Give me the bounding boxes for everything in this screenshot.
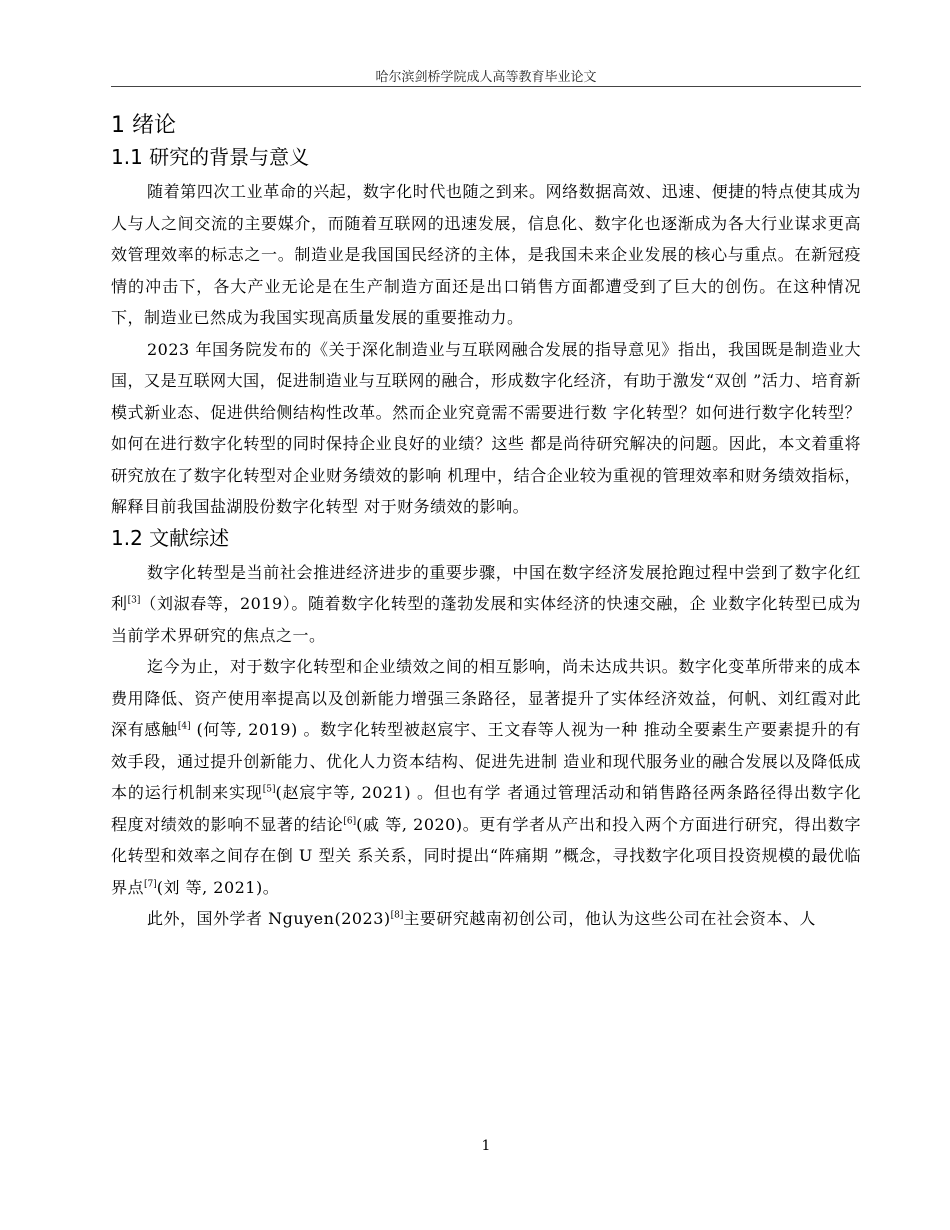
page-content xyxy=(111,110,861,935)
paragraph: 随着第四次工业革命的兴起，数字化时代也随之到来。网络数据高效、迅速、便捷的特点使其成为人与人之间交流的主要媒介，而随着互联网的迅速发展，信息化、数字化也逐渐成为各大行业谋求更高效管理效率的标志之一。制造业是我国国民经济的主体，是我国未来企业发展的核心与重点。在新冠疫情的冲击下，各大产业无论是在生产制造方面还是出口销售方面都遭受到了巨大的创伤。在这种情况下，制造业已然成为我国实现高质量发展的重要推动力。 xyxy=(111,182,861,327)
citation-ref: [6] xyxy=(343,816,357,827)
paragraph: 此外，国外学者 Nguyen(2023)[8]主要研究越南初创公司，他认为这些公司在社会资本、人 xyxy=(147,909,816,928)
citation-ref: [4] xyxy=(177,721,191,732)
chapter-heading: 1 绪论 xyxy=(111,113,176,138)
citation-ref: [5] xyxy=(262,784,276,795)
citation-ref: [7] xyxy=(144,879,157,890)
citation-ref: [8] xyxy=(390,910,404,921)
running-header: 哈尔滨剑桥学院成人高等教育毕业论文 xyxy=(375,70,597,85)
page-number: 1 xyxy=(481,1138,491,1154)
paragraph: 数字化转型是当前社会推进经济进步的重要步骤，中国在数字经济发展抢跑过程中尝到了数字化红利[3]（刘淑春等，2019）。随着数字化转型的蓬勃发展和实体经济的快速交融，企 业数字化转型已成为当前学术界研究的焦点之一。 xyxy=(111,562,861,645)
paragraph: 2023 年国务院发布的《关于深化制造业与互联网融合发展的指导意见》指出，我国既是制造业大国，又是互联网大国，促进制造业与互联网的融合，形成数字化经济，有助于激发“双创 ”活力、培育新模式新业态、促进供给侧结构性改革。然而企业究竟需不需要进行数 字化转型？如何进行数字化转型？如何在进行数字化转型的同时保持企业良好的业绩？这些 都是尚待研究解决的问题。因此，本文着重将研究放在了数字化转型对企业财务绩效的影响 机理中，结合企业较为重视的管理效率和财务绩效指标，解释目前我国盐湖股份数字化转型 对于财务绩效的影响。 xyxy=(111,339,861,516)
header-rule xyxy=(111,86,861,87)
citation-ref: [3] xyxy=(127,595,141,606)
paragraph: 迄今为止，对于数字化转型和企业绩效之间的相互影响，尚未达成共识。数字化变革所带来的成本费用降低、资产使用率提高以及创新能力增强三条路径，显著提升了实体经济效益，何帆、刘红霞对此深有感触[4] (何等, 2019) 。数字化转型被赵宸宇、王文春等人视为一种 推动全要素生产要素提升的有效手段，通过提升创新能力、优化人力资本结构、促进先进制 造业和现代服务业的融合发展以及降低成本的运行机制来实现[5](赵宸宇等, 2021) 。但也有学 者通过管理活动和销售路径两条路径得出数字化程度对绩效的影响不显著的结论[6](戚 等, 2020)。更有学者从产出和投入两个方面进行研究，得出数字化转型和效率之间存在倒 U 型关 系关系，同时提出“阵痛期 ”概念，寻找数字化项目投资规模的最优临界点[7](刘 等, 2021)。 xyxy=(111,657,861,897)
section-heading-1-1: 1.1 研究的背景与意义 xyxy=(111,145,310,169)
section-heading-1-2: 1.2 文献综述 xyxy=(111,525,230,550)
